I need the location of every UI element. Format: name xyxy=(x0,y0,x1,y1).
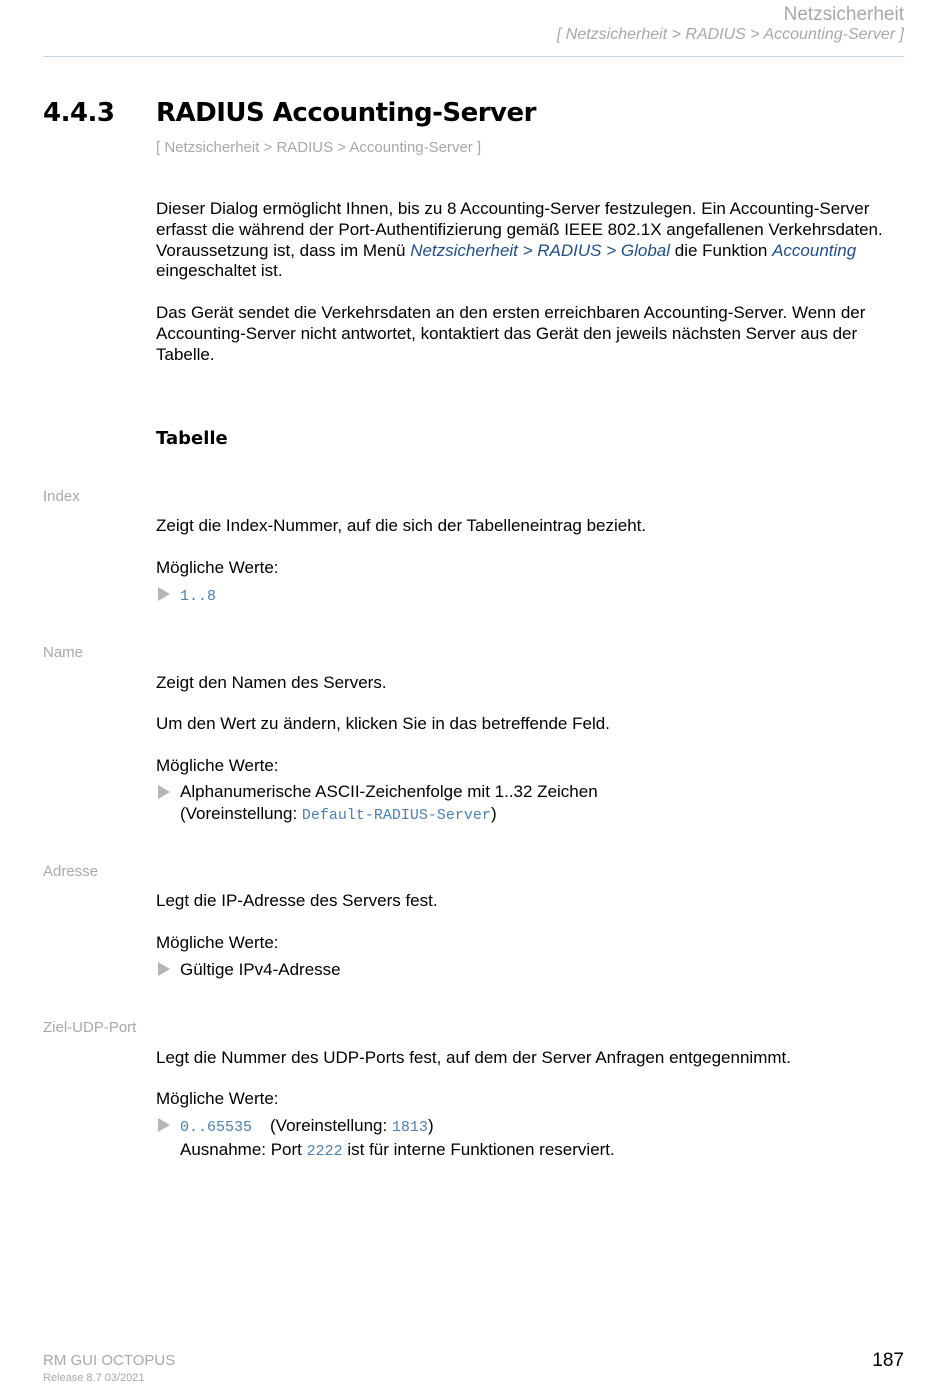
port-possible-values-label: Mögliche Werte: xyxy=(156,1089,279,1108)
section-number: 4.4.3 xyxy=(43,98,115,128)
section-breadcrumb: [ Netzsicherheit > RADIUS > Accounting-Server ] xyxy=(156,139,482,156)
name-value-text: Alphanumerische ASCII-Zeichenfolge mit 1..32 Zeichen xyxy=(180,782,598,801)
port-description: Legt die Nummer des UDP-Ports fest, auf dem der Server Anfragen entgegennimmt. xyxy=(156,1048,791,1067)
footer-product: RM GUI OCTOPUS xyxy=(43,1352,176,1369)
port-default-prefix: (Voreinstellung: xyxy=(270,1116,392,1135)
name-hint: Um den Wert zu ändern, klicken Sie in das betreffende Feld. xyxy=(156,714,610,733)
port-exception-prefix: Ausnahme: Port xyxy=(180,1139,307,1159)
intro-text-c: eingeschaltet ist. xyxy=(156,261,283,281)
name-possible-values-label: Mögliche Werte: xyxy=(156,756,279,775)
name-value xyxy=(180,781,598,826)
index-range: 1..8 xyxy=(180,588,217,605)
intro-paragraph-1 xyxy=(156,199,906,282)
name-default-value: Default-RADIUS-Server xyxy=(301,806,491,824)
address-value: Gültige IPv4-Adresse xyxy=(180,960,341,979)
intro-text-2: Das Gerät sendet die Verkehrsdaten an den ersten erreichbaren Accounting-Server. Wenn der Accounting-Server nicht antwortet, kontaktiert das Gerät den jeweils nächsten Server aus der Tabelle. xyxy=(156,303,866,364)
port-default-suffix: ) xyxy=(427,1116,434,1135)
bullet-triangle-icon xyxy=(158,785,170,799)
index-value xyxy=(180,584,216,608)
intro-text-a: Dieser Dialog ermöglicht Ihnen, bis zu 8 Accounting-Server festzulegen. Ein Accounting-Server erfasst die während der Port-Authentifizierung gemäß IEEE 802.1X angefallenen Verkehrsdaten. Voraussetzung ist, dass im Menü xyxy=(156,199,883,260)
header-breadcrumb: [ Netzsicherheit > RADIUS > Accounting-Server ] xyxy=(556,26,904,43)
index-description: Zeigt die Index-Nummer, auf die sich der Tabelleneintrag bezieht. xyxy=(156,516,647,535)
header-chapter: Netzsicherheit xyxy=(783,4,904,25)
page-number: 187 xyxy=(872,1350,904,1371)
address-description: Legt die IP-Adresse des Servers fest. xyxy=(156,891,438,910)
header-divider xyxy=(43,56,904,57)
port-value xyxy=(180,1115,615,1162)
term-index: Index xyxy=(43,488,80,505)
function-reference: Accounting xyxy=(772,240,857,260)
term-udp-port: Ziel-UDP-Port xyxy=(43,1019,137,1036)
footer-release: Release 8.7 03/2021 xyxy=(43,1372,145,1384)
term-address: Adresse xyxy=(43,863,99,880)
intro-paragraph-2 xyxy=(156,303,906,365)
bullet-triangle-icon xyxy=(158,962,170,976)
port-default-value: 1813 xyxy=(391,1119,428,1136)
section-title: RADIUS Accounting-Server xyxy=(156,98,536,128)
menu-path-reference: Netzsicherheit > RADIUS > Global xyxy=(410,240,671,260)
intro-text-b: die Funktion xyxy=(670,240,773,260)
address-possible-values-label: Mögliche Werte: xyxy=(156,933,279,952)
name-default-line xyxy=(180,803,598,827)
name-default-prefix: (Voreinstellung: xyxy=(180,803,302,823)
name-default-suffix: ) xyxy=(490,803,497,823)
port-range-line xyxy=(180,1115,615,1139)
index-possible-values-label: Mögliche Werte: xyxy=(156,558,279,577)
term-name: Name xyxy=(43,644,84,661)
bullet-triangle-icon xyxy=(158,1118,170,1132)
port-exception-value: 2222 xyxy=(306,1142,343,1160)
name-description: Zeigt den Namen des Servers. xyxy=(156,673,387,692)
port-range: 0..65535 xyxy=(180,1119,253,1136)
bullet-triangle-icon xyxy=(158,587,170,601)
table-heading: Tabelle xyxy=(156,428,228,449)
port-exception-suffix: ist für interne Funktionen reserviert. xyxy=(342,1139,615,1159)
port-exception-line xyxy=(180,1139,615,1163)
